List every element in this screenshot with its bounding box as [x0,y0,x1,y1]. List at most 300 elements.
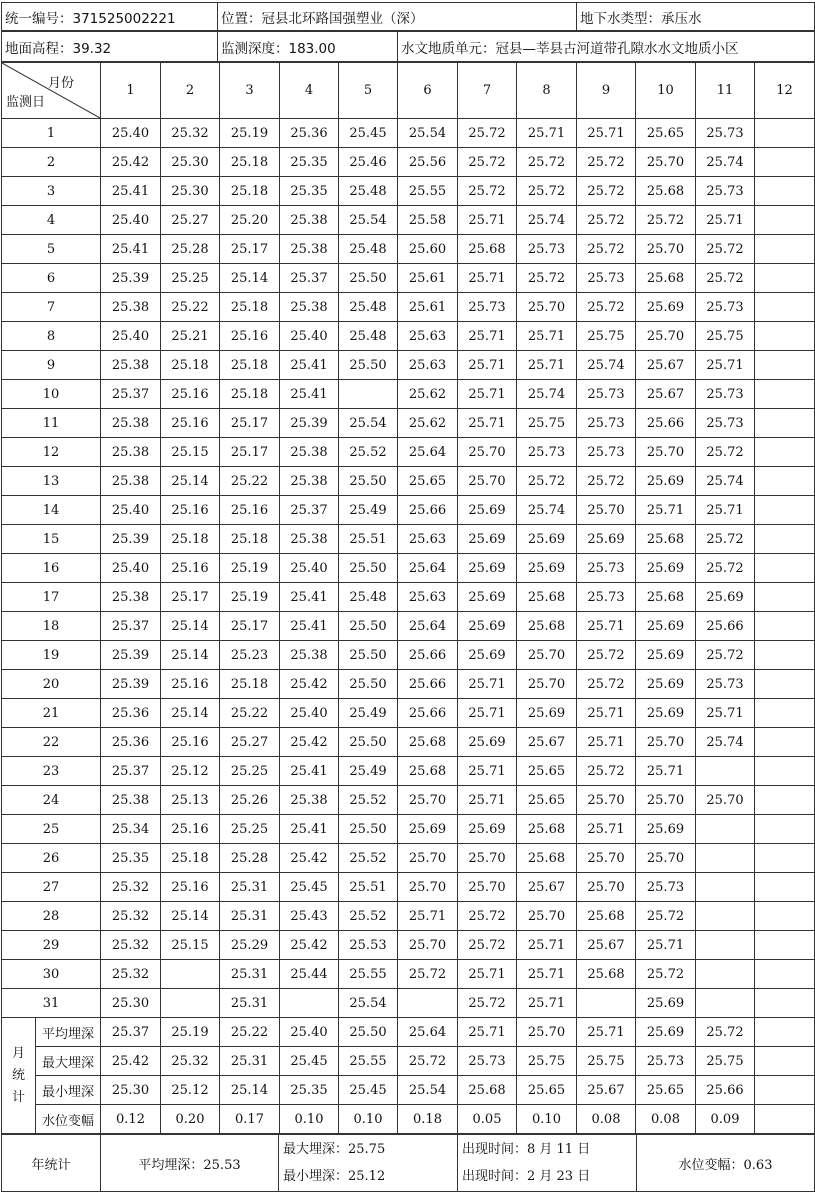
yearly-max: 最大埋深：25.75 [283,1142,386,1157]
depth-value: 25.39 [101,670,161,699]
depth-value: 25.40 [280,699,339,728]
depth-value [755,641,815,670]
depth-value: 25.70 [636,235,696,264]
month-header-4: 4 [280,63,339,119]
depth-value: 25.68 [577,960,636,989]
depth-value: 25.37 [101,380,161,409]
depth-value [755,380,815,409]
depth-value: 25.15 [161,438,220,467]
table-row [2,989,815,1018]
stat-value: 25.22 [220,1018,280,1047]
depth-value: 25.38 [101,583,161,612]
day-label: 9 [2,351,101,380]
depth-value: 25.54 [339,989,398,1018]
depth-value: 25.72 [458,989,517,1018]
table-row [2,670,815,699]
depth-value: 25.41 [280,612,339,641]
day-label: 1 [2,119,101,148]
depth-value: 25.64 [398,612,458,641]
depth-value: 25.51 [339,525,398,554]
depth-value: 25.70 [517,902,577,931]
depth-value: 25.32 [101,931,161,960]
table-row [2,496,815,525]
yearly-label: 年统计 [2,1135,101,1192]
depth-value: 25.75 [696,322,755,351]
depth-value: 25.68 [398,728,458,757]
monthly-stat-row [2,1047,815,1076]
depth-value: 25.65 [517,757,577,786]
depth-value: 25.31 [220,873,280,902]
depth-value: 25.72 [636,902,696,931]
depth-value: 25.38 [280,467,339,496]
depth-value: 25.72 [517,148,577,177]
stat-value: 25.54 [398,1076,458,1105]
depth-value: 25.36 [101,699,161,728]
depth-value: 25.54 [398,119,458,148]
depth-value: 25.49 [339,757,398,786]
stat-value: 25.14 [220,1076,280,1105]
header-table-2 [1,31,815,62]
depth-value: 25.66 [636,409,696,438]
depth-value: 25.48 [339,322,398,351]
depth-value: 25.41 [280,583,339,612]
day-label: 14 [2,496,101,525]
depth-value: 25.71 [696,496,755,525]
stat-value [755,1047,815,1076]
depth-value: 25.38 [101,293,161,322]
depth-value: 25.20 [220,206,280,235]
day-label: 17 [2,583,101,612]
depth-value: 25.63 [398,583,458,612]
day-label: 8 [2,322,101,351]
header-table [1,2,815,31]
depth-value [755,525,815,554]
stat-value: 0.17 [220,1105,280,1134]
depth-value: 25.70 [458,467,517,496]
depth-value: 25.17 [161,583,220,612]
table-row [2,757,815,786]
depth-value: 25.16 [161,409,220,438]
depth-value: 25.66 [398,699,458,728]
depth-value: 25.68 [636,177,696,206]
depth-value [339,380,398,409]
depth-value: 25.70 [636,148,696,177]
depth-value: 25.40 [101,496,161,525]
table-row [2,177,815,206]
depth-value [755,322,815,351]
table-row [2,641,815,670]
stat-value: 25.72 [696,1018,755,1047]
depth-value: 25.68 [458,235,517,264]
depth-value [755,844,815,873]
depth-value: 25.72 [696,264,755,293]
depth-value: 25.70 [636,786,696,815]
day-label: 3 [2,177,101,206]
depth-value: 25.70 [577,786,636,815]
depth-value: 25.18 [220,380,280,409]
depth-value: 25.74 [696,467,755,496]
monthly-stat-row [2,1105,815,1134]
depth-value: 25.45 [280,873,339,902]
depth-value: 25.73 [696,177,755,206]
depth-value: 25.70 [636,322,696,351]
table-row [2,525,815,554]
yearly-stats-table [1,1134,815,1192]
depth-value: 25.66 [398,641,458,670]
depth-value [755,264,815,293]
depth-value: 25.14 [161,467,220,496]
depth-value: 25.17 [220,409,280,438]
depth-value: 25.73 [577,409,636,438]
depth-value [161,960,220,989]
table-row [2,467,815,496]
depth-value: 25.71 [458,264,517,293]
depth-value: 25.71 [577,119,636,148]
yearly-min-time: 出现时间：2 月 23 日 [462,1169,591,1184]
depth-value: 25.71 [458,670,517,699]
stat-value: 25.37 [101,1018,161,1047]
depth-value [696,960,755,989]
yearly-min: 最小埋深：25.12 [283,1169,386,1184]
day-label: 21 [2,699,101,728]
depth-value: 25.73 [458,293,517,322]
depth-value: 25.22 [220,699,280,728]
depth-value: 25.69 [696,583,755,612]
stat-value: 25.35 [280,1076,339,1105]
depth-value: 25.69 [636,670,696,699]
stat-value: 0.10 [339,1105,398,1134]
stat-value: 0.09 [696,1105,755,1134]
table-row [2,815,815,844]
depth-value: 25.71 [696,351,755,380]
depth-value: 25.69 [636,641,696,670]
monitoring-depth: 监测深度：183.00 [218,32,398,62]
depth-value: 25.68 [398,757,458,786]
day-label: 19 [2,641,101,670]
stat-value: 0.05 [458,1105,517,1134]
day-label: 2 [2,148,101,177]
stat-value: 0.08 [577,1105,636,1134]
depth-value: 25.70 [636,438,696,467]
depth-value: 25.73 [577,264,636,293]
day-label: 24 [2,786,101,815]
stat-value: 25.75 [517,1047,577,1076]
stat-value: 25.45 [339,1076,398,1105]
depth-value: 25.35 [101,844,161,873]
stat-value: 0.20 [161,1105,220,1134]
table-row [2,728,815,757]
depth-value: 25.22 [161,293,220,322]
depth-value: 25.68 [517,844,577,873]
depth-value: 25.44 [280,960,339,989]
depth-value: 25.41 [280,815,339,844]
depth-value: 25.69 [636,699,696,728]
table-row [2,960,815,989]
stat-value: 25.65 [517,1076,577,1105]
yearly-range: 水位变幅：0.63 [637,1135,815,1192]
depth-value: 25.69 [636,554,696,583]
month-header-9: 9 [577,63,636,119]
month-header-1: 1 [101,63,161,119]
depth-value: 25.71 [696,206,755,235]
depth-value: 25.69 [577,525,636,554]
depth-value: 25.30 [161,148,220,177]
depth-value: 25.40 [101,322,161,351]
day-label: 12 [2,438,101,467]
stat-value: 25.64 [398,1018,458,1047]
table-row [2,264,815,293]
stat-label: 平均埋深 [36,1018,101,1047]
depth-value: 25.37 [101,612,161,641]
depth-value: 25.32 [101,873,161,902]
depth-value: 25.73 [696,293,755,322]
depth-value: 25.38 [280,235,339,264]
depth-value: 25.71 [458,322,517,351]
depth-value [280,989,339,1018]
ground-elevation: 地面高程：39.32 [2,32,218,62]
stat-value: 25.55 [339,1047,398,1076]
depth-value: 25.38 [101,467,161,496]
table-row [2,409,815,438]
depth-value: 25.70 [398,931,458,960]
table-row [2,902,815,931]
monthly-stats-group-text: 月统计 [11,1045,25,1105]
depth-value: 25.69 [458,525,517,554]
depth-value: 25.29 [220,931,280,960]
depth-value: 25.68 [517,815,577,844]
depth-value: 25.25 [220,757,280,786]
day-label: 18 [2,612,101,641]
depth-value: 25.72 [517,467,577,496]
depth-value: 25.72 [517,264,577,293]
stat-value: 25.19 [161,1018,220,1047]
depth-value [755,873,815,902]
depth-value: 25.70 [517,293,577,322]
depth-value: 25.37 [280,496,339,525]
stat-value: 25.45 [280,1047,339,1076]
corner-day-label: 监测日 [6,95,46,110]
day-label: 10 [2,380,101,409]
depth-value: 25.18 [220,525,280,554]
depth-value [161,989,220,1018]
depth-value: 25.35 [280,148,339,177]
depth-value: 25.16 [161,554,220,583]
depth-value: 25.31 [220,902,280,931]
table-row [2,583,815,612]
depth-value: 25.21 [161,322,220,351]
depth-value [755,960,815,989]
depth-value: 25.71 [517,989,577,1018]
day-label: 13 [2,467,101,496]
day-label: 28 [2,902,101,931]
depth-value: 25.23 [220,641,280,670]
depth-value [755,467,815,496]
depth-value: 25.48 [339,177,398,206]
depth-value: 25.72 [517,177,577,206]
table-row [2,206,815,235]
day-label: 29 [2,931,101,960]
depth-value: 25.68 [577,902,636,931]
depth-value: 25.50 [339,670,398,699]
stat-value: 25.69 [636,1018,696,1047]
depth-value: 25.71 [636,496,696,525]
depth-value: 25.68 [517,612,577,641]
table-row [2,438,815,467]
depth-value [696,931,755,960]
depth-value: 25.16 [161,873,220,902]
depth-value: 25.36 [101,728,161,757]
month-header-11: 11 [696,63,755,119]
depth-value: 25.70 [458,844,517,873]
day-label: 25 [2,815,101,844]
depth-value [755,206,815,235]
depth-value: 25.14 [161,641,220,670]
depth-value [696,757,755,786]
depth-value: 25.38 [280,786,339,815]
depth-value: 25.38 [280,206,339,235]
day-label: 5 [2,235,101,264]
day-label: 16 [2,554,101,583]
depth-value: 25.68 [636,525,696,554]
monthly-stat-row [2,1076,815,1105]
depth-value: 25.30 [161,177,220,206]
depth-value: 25.61 [398,264,458,293]
depth-value: 25.72 [577,206,636,235]
depth-value: 25.72 [696,554,755,583]
depth-value: 25.30 [101,989,161,1018]
monthly-stats-group-label [2,1018,36,1134]
depth-value: 25.71 [517,322,577,351]
depth-value: 25.32 [161,119,220,148]
depth-value: 25.66 [696,612,755,641]
depth-value: 25.51 [339,873,398,902]
depth-value: 25.16 [161,380,220,409]
stat-value [755,1105,815,1134]
depth-value: 25.43 [280,902,339,931]
depth-value: 25.71 [458,409,517,438]
depth-value: 25.74 [696,728,755,757]
depth-value [755,902,815,931]
depth-value [755,989,815,1018]
depth-value: 25.62 [398,380,458,409]
depth-value: 25.60 [398,235,458,264]
day-label: 27 [2,873,101,902]
depth-value [755,409,815,438]
depth-value: 25.73 [577,380,636,409]
depth-value: 25.32 [101,960,161,989]
depth-value: 25.69 [458,641,517,670]
depth-value: 25.72 [458,177,517,206]
corner-month-label: 月份 [47,76,74,91]
depth-value: 25.19 [220,583,280,612]
table-row [2,612,815,641]
table-row [2,351,815,380]
depth-value: 25.13 [161,786,220,815]
depth-value: 25.36 [280,119,339,148]
depth-value: 25.38 [280,293,339,322]
depth-value: 25.75 [577,322,636,351]
depth-value: 25.40 [280,554,339,583]
stat-value: 25.32 [161,1047,220,1076]
depth-value: 25.55 [339,960,398,989]
depth-value: 25.69 [458,728,517,757]
table-row [2,699,815,728]
depth-value [755,351,815,380]
depth-value: 25.52 [339,844,398,873]
depth-value: 25.71 [398,902,458,931]
depth-value: 25.53 [339,931,398,960]
depth-value: 25.35 [280,177,339,206]
stat-label: 最大埋深 [36,1047,101,1076]
depth-value: 25.50 [339,264,398,293]
depth-value: 25.69 [517,554,577,583]
depth-value: 25.69 [458,815,517,844]
depth-value: 25.26 [220,786,280,815]
depth-value: 25.70 [696,786,755,815]
month-header-2: 2 [161,63,220,119]
depth-value: 25.73 [577,554,636,583]
depth-value: 25.41 [101,235,161,264]
depth-value [755,177,815,206]
day-label: 22 [2,728,101,757]
stat-value: 0.10 [517,1105,577,1134]
depth-value [755,148,815,177]
table-row [2,322,815,351]
day-label: 30 [2,960,101,989]
depth-value: 25.72 [398,960,458,989]
stat-value: 25.65 [636,1076,696,1105]
depth-value: 25.72 [458,119,517,148]
depth-value: 25.70 [577,873,636,902]
depth-value: 25.71 [636,757,696,786]
depth-value: 25.71 [577,815,636,844]
depth-value: 25.42 [280,728,339,757]
depth-value: 25.69 [398,815,458,844]
depth-value [755,496,815,525]
depth-value: 25.72 [577,177,636,206]
depth-value: 25.64 [398,554,458,583]
depth-value: 25.72 [696,235,755,264]
depth-value: 25.50 [339,641,398,670]
depth-value: 25.42 [280,670,339,699]
depth-value: 25.71 [696,699,755,728]
depth-value: 25.14 [161,699,220,728]
depth-value: 25.70 [458,873,517,902]
depth-value: 25.38 [280,641,339,670]
groundwater-record-sheet [1,2,814,1192]
month-header-3: 3 [220,63,280,119]
depth-value: 25.42 [280,931,339,960]
depth-value: 25.70 [398,786,458,815]
table-row [2,119,815,148]
depth-value: 25.72 [458,148,517,177]
depth-value [398,989,458,1018]
depth-value: 25.61 [398,293,458,322]
month-header-6: 6 [398,63,458,119]
depth-value: 25.69 [458,583,517,612]
month-header-12: 12 [755,63,815,119]
depth-value: 25.69 [458,612,517,641]
stat-value: 25.71 [458,1018,517,1047]
depth-value: 25.18 [220,351,280,380]
depth-value: 25.72 [577,148,636,177]
depth-value: 25.73 [696,670,755,699]
depth-value [696,873,755,902]
depth-value: 25.48 [339,293,398,322]
depth-value: 25.40 [280,322,339,351]
depth-value: 25.58 [398,206,458,235]
depth-value [577,989,636,1018]
